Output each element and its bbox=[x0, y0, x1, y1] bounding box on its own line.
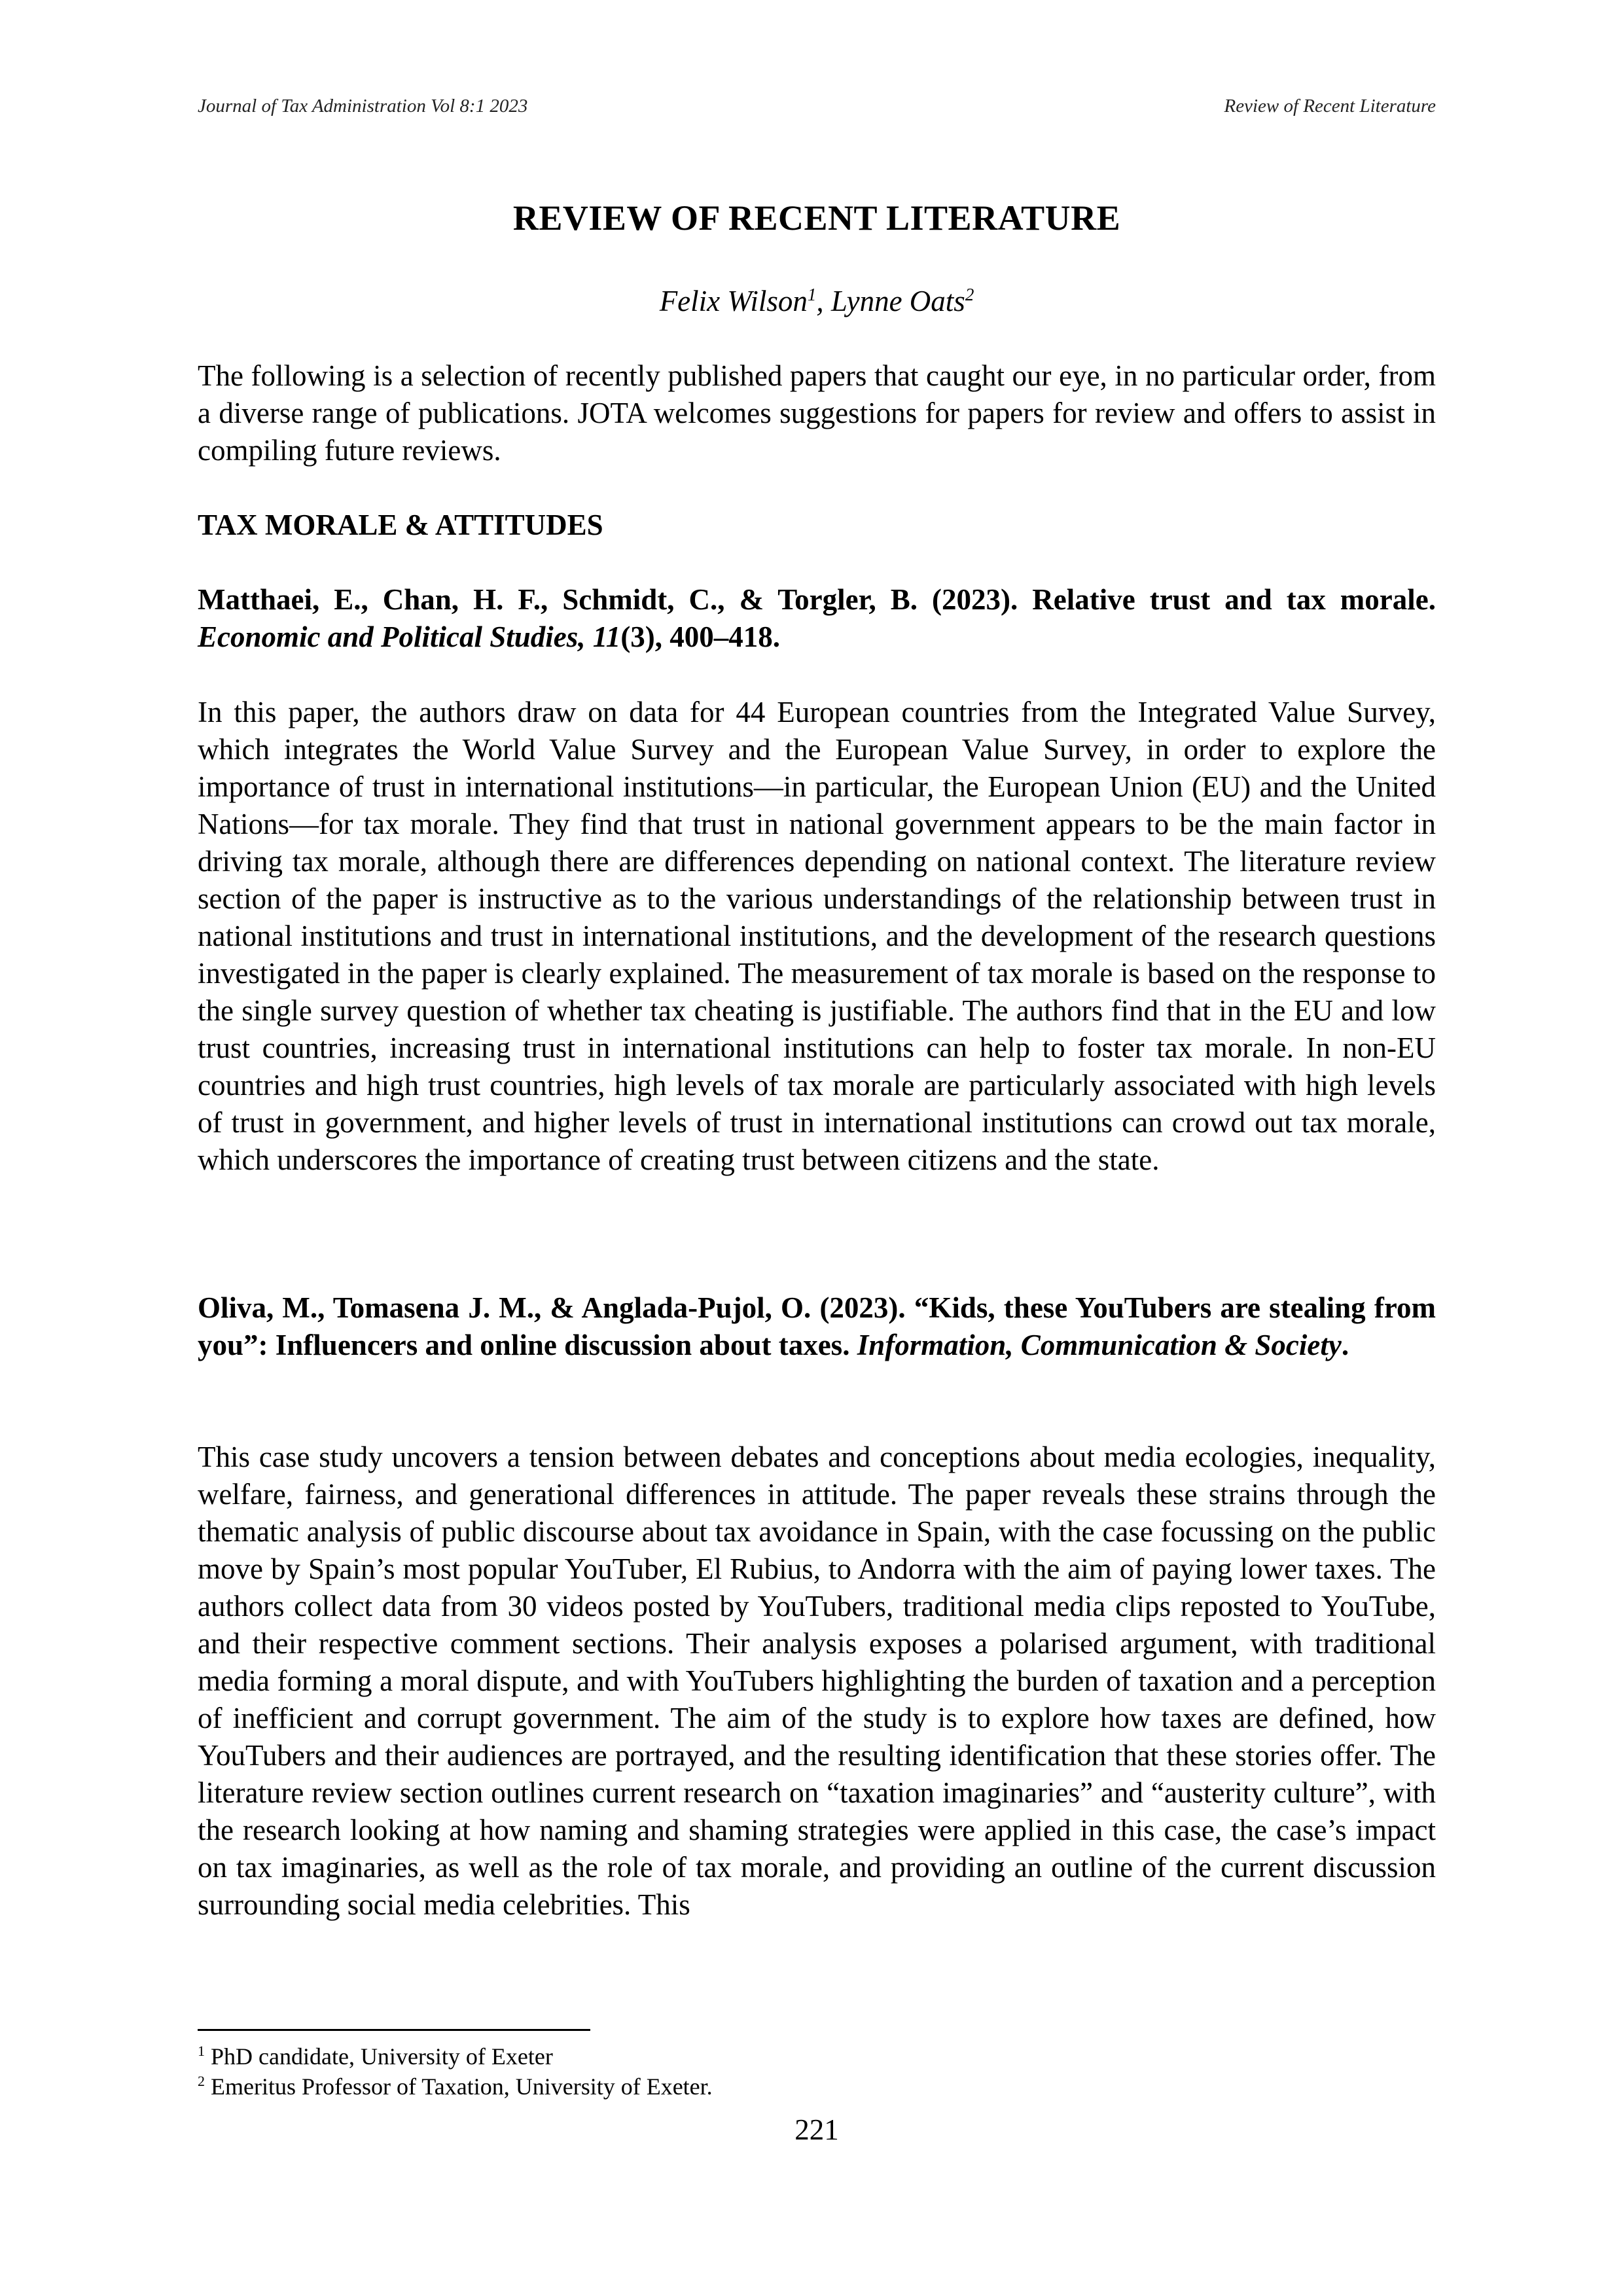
citation-journal: Economic and Political Studies, 11 bbox=[198, 620, 621, 653]
review-summary: This case study uncovers a tension between debates and conceptions about media ecologies, inequality, welfare, fairness, and generational differences in attitude. The paper reveals these strains through the thematic analysis of public discourse about tax avoidance in Spain, with the case focussing on the public move by Spain’s most popular YouTuber, El Rubius, to Andorra with the aim of paying lower taxes. The authors collect data from 30 videos posted by YouTubers, traditional media clips reposted to YouTube, and their respective comment sections. Their analysis exposes a polarised argument, with traditional media forming a moral dispute, and with YouTubers highlighting the burden of taxation and a perception of inefficient and corrupt government. The aim of the study is to explore how taxes are defined, how YouTubers and their audiences are portrayed, and the resulting identification that these stories offer. The literature review section outlines current research on “taxation imaginaries” and “austerity culture”, with the research looking at how naming and shaming strategies were applied in this case, the case’s impact on tax imaginaries, as well as the role of tax morale, and providing an outline of the current discussion surrounding social media celebrities. This bbox=[198, 1441, 1436, 1921]
footnote-mark: 2 bbox=[198, 2073, 205, 2089]
section-heading: TAX MORALE & ATTITUDES bbox=[198, 509, 603, 541]
author-footnote-mark[interactable]: 2 bbox=[965, 285, 974, 304]
review-citation bbox=[198, 581, 1436, 656]
review-summary: In this paper, the authors draw on data for 44 European countries from the Integrated Value Survey, which integrates the World Value Survey and the European Value Survey, in order to explore the importance of trust in international institutions—in particular, the European Union (EU) and the United Nations—for tax morale. They find that trust in national government appears to be the main factor in driving tax morale, although there are differences depending on national context. The literature review section of the paper is instructive as to the various understandings of the relationship between trust in national institutions and trust in international institutions, and the development of the research questions investigated in the paper is clearly explained. The measurement of tax morale is based on the response to the single survey question of whether tax cheating is justifiable. The authors find that in the EU and low trust countries, increasing trust in international institutions can help to foster tax morale. In non-EU countries and high trust countries, high levels of tax morale are particularly associated with high levels of trust in government, and higher levels of trust in international institutions can crowd out tax morale, which underscores the importance of creating trust between citizens and the state. bbox=[198, 696, 1436, 1176]
footnote-text: PhD candidate, University of Exeter bbox=[205, 2043, 553, 2070]
author-separator: , bbox=[816, 285, 831, 317]
intro-paragraph: The following is a selection of recently published papers that caught our eye, in no particular order, from a diverse range of publications. JOTA welcomes suggestions for papers for review and offers to assist in compiling future reviews. bbox=[198, 359, 1436, 467]
footnote bbox=[198, 2072, 1436, 2101]
citation-issue-pages: (3), 400–418. bbox=[620, 620, 781, 653]
footnote bbox=[198, 2042, 1436, 2071]
article-title: REVIEW OF RECENT LITERATURE bbox=[512, 198, 1121, 238]
running-head-section: Review of Recent Literature bbox=[1224, 96, 1436, 117]
running-head-journal: Journal of Tax Administration Vol 8:1 2023 bbox=[198, 96, 528, 117]
page-number: 221 bbox=[794, 2113, 839, 2146]
author-name: Felix Wilson bbox=[659, 285, 808, 317]
footnote-text: Emeritus Professor of Taxation, University of Exeter. bbox=[205, 2073, 713, 2100]
author-footnote-mark[interactable]: 1 bbox=[807, 285, 817, 304]
review-citation bbox=[198, 1289, 1436, 1364]
citation-authors-title: Oliva, M., Tomasena J. M., & Anglada-Pujol, O. (2023). “Kids, these YouTubers are stealing from you”: Influencers and online discussion about taxes. bbox=[198, 1291, 1436, 1361]
citation-issue-pages: . bbox=[1341, 1329, 1349, 1361]
footnote-mark: 1 bbox=[198, 2043, 205, 2059]
citation-authors-title: Matthaei, E., Chan, H. F., Schmidt, C., & Torgler, B. (2023). Relative trust and tax morale. bbox=[198, 583, 1436, 616]
footnote-divider bbox=[198, 2029, 590, 2031]
author-name: Lynne Oats bbox=[830, 285, 965, 317]
author-line bbox=[198, 284, 1436, 318]
citation-journal: Information, Communication & Society bbox=[857, 1329, 1342, 1361]
